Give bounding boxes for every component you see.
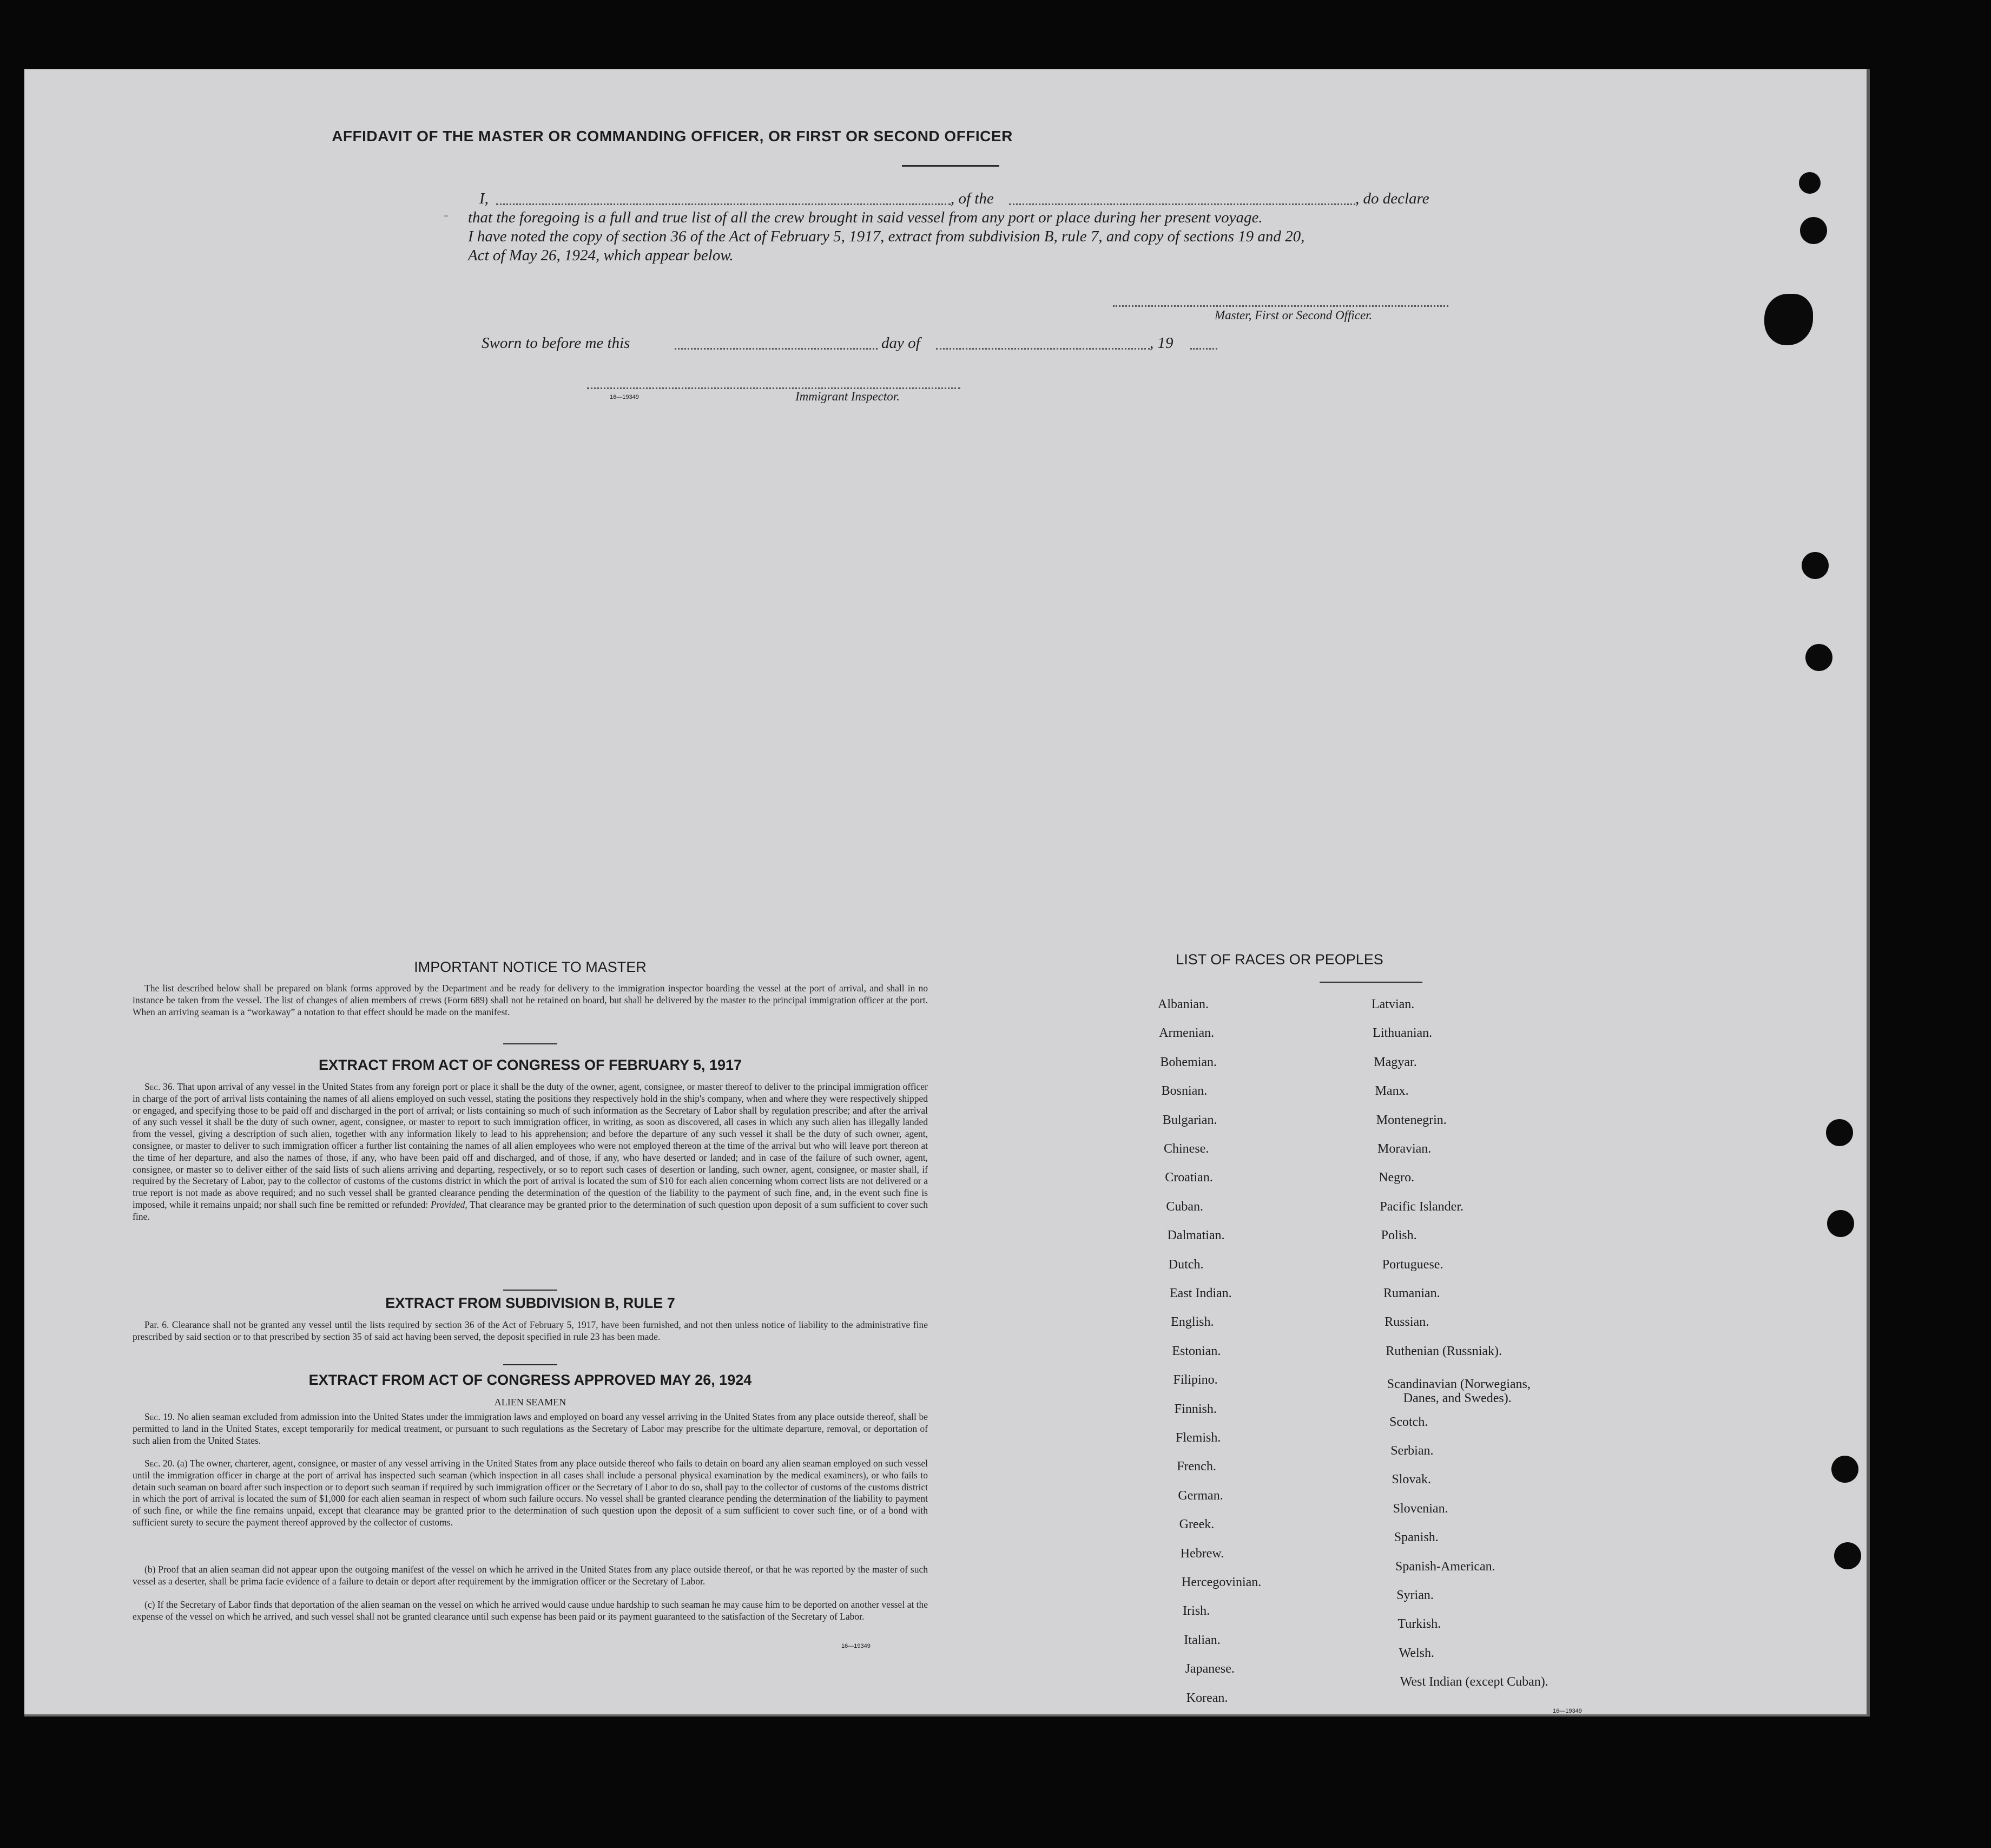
- race-entry: Flemish.: [1176, 1431, 1221, 1445]
- notice-body: The list described below shall be prepared on blank forms approved by the Department and be ready for delivery to the immigration inspector boarding the vessel at the port of arrival, and shall in no instance be taken from the vessel. The list of changes of alien members of crews (Form 689) shall not be retained on board, but shall be delivered by the master to the principal immigration officer at the port. When an arriving seaman is a “workaway” a notation to that effect should be made on the manifest.: [133, 983, 928, 1017]
- race-entry: Rumanian.: [1383, 1286, 1440, 1300]
- punch-hole: [1827, 1210, 1854, 1237]
- manifest-page: [24, 69, 1870, 1717]
- section-36-text: That upon arrival of any vessel in the United States from any foreign port or place it shall be the duty of the owner, agent, consignee, or master thereof to deliver to the principal immigration officer in charge of the port of arrival lists containing the names of all aliens employed on such vessel, stating the positions they respectively hold in the ship's company, when and where they were respectively shipped or engaged, and specifying those to be paid off and discharged in the port of arrival; or lists containing so much of such information as the Secretary of Labor shall by regulation prescribe; and after the arrival of any such vessel it shall be the duty of such owner, agent, consignee, or master to report to such immigration officer, in writing, as soon as discovered, all cases in which any such alien has illegally landed from the vessel, giving a description of such alien, together with any information likely to lead to his apprehension; and before the departure of any such vessel it shall be the duty of such owner, agent, consignee, or master to deliver to such immigration officer a further list containing the names of all alien employees who were not employed thereon at the time of the arrival but who will leave port thereon at the time of her departure, and also the names of those, if any, who have been paid off and discharged, and of those, if any, who have deserted or landed; and in case of the failure of such owner, agent, consignee, or master so to deliver either of the said lists of such aliens arriving and departing, respectively, or so to report such cases of desertion or landing, such owner, agent, consignee, or master shall, if required by the Secretary of Labor, pay to the collector of customs of the customs district in which the port of arrival is located the sum of $10 for each alien concerning whom correct lists are not delivered or a true report is not made as above required; and no such vessel shall be granted clearance pending the determination of the question of the liability to the payment of such fine, and, in the event such fine is imposed, while it remains unpaid; nor shall such fine be remitted or refunded:: [133, 1081, 928, 1210]
- race-entry: Dalmatian.: [1167, 1228, 1225, 1243]
- race-entry: Greek.: [1179, 1517, 1215, 1532]
- race-entry: Serbian.: [1390, 1444, 1434, 1458]
- master-signature-caption: Master, First or Second Officer.: [1215, 308, 1373, 322]
- section-20a: [133, 1458, 928, 1529]
- extract-rule7-body: Par. 6. Clearance shall not be granted any vessel until the lists required by section 36 of the Act of February 5, 1917, have been furnished, and not then unless notice of liability to the administrative fine prescribed by said section or to that prescribed by section 35 of said act having been served, the deposit specified in rule 23 has been made.: [133, 1319, 928, 1342]
- punch-hole: [1799, 172, 1821, 194]
- race-entry: Armenian.: [1159, 1026, 1215, 1041]
- races-title: LIST OF RACES OR PEOPLES: [1176, 951, 1383, 968]
- extract-1917-title: EXTRACT FROM ACT OF CONGRESS OF FEBRUARY 5, 1917: [318, 1057, 742, 1073]
- race-entry: Croatian.: [1165, 1170, 1213, 1185]
- extract-1924-title: EXTRACT FROM ACT OF CONGRESS APPROVED MAY 26, 1924: [308, 1372, 752, 1388]
- races-form-number: 16—19349: [1553, 1708, 1582, 1714]
- race-entry: Montenegrin.: [1376, 1113, 1447, 1127]
- notice-title: IMPORTANT NOTICE TO MASTER: [414, 959, 647, 975]
- race-entry: Irish.: [1183, 1604, 1210, 1619]
- section-divider: [503, 1290, 557, 1291]
- race-entry: Albanian.: [1158, 997, 1209, 1011]
- race-entry: German.: [1178, 1488, 1223, 1503]
- punch-hole: [1764, 294, 1813, 345]
- race-entry: Spanish.: [1394, 1530, 1439, 1545]
- punch-hole: [1805, 644, 1832, 671]
- sworn-year-line: [1190, 348, 1217, 350]
- race-entry: Estonian.: [1172, 1344, 1221, 1358]
- sworn-month-line: [936, 348, 1150, 350]
- race-entry: Bosnian.: [1161, 1084, 1208, 1099]
- race-entry: Chinese.: [1164, 1142, 1209, 1156]
- race-entry: Korean.: [1186, 1691, 1228, 1705]
- race-entry: Russian.: [1385, 1315, 1429, 1330]
- race-entry: Ruthenian (Russniak).: [1386, 1344, 1502, 1358]
- race-entry: Pacific Islander.: [1380, 1199, 1463, 1214]
- section-19-text: No alien seaman excluded from admission into the United States under the immigration laws and employed on board any vessel arriving in the United States from any place outside thereof, shall be permitted to land in the United States, except temporarily for medical treatment, or pursuant to such regulations as the Secretary of Labor may prescribe for the ultimate departure, removal, or deportation of such alien from the United States.: [133, 1411, 928, 1446]
- inspector-signature-line: [587, 387, 960, 389]
- race-entry: Cuban.: [1166, 1199, 1204, 1214]
- race-entry: Scandinavian (Norwegians,: [1387, 1377, 1531, 1392]
- extract-1917-body: [133, 1081, 928, 1223]
- race-entry: Magyar.: [1374, 1055, 1417, 1069]
- alien-seamen-subtitle: ALIEN SEAMEN: [494, 1397, 566, 1408]
- race-entry: Portuguese.: [1382, 1257, 1443, 1272]
- race-entry: East Indian.: [1170, 1286, 1232, 1300]
- punch-hole: [1802, 552, 1829, 579]
- section-19-label: Sec. 19.: [144, 1411, 175, 1422]
- declarant-name-line: [496, 203, 951, 205]
- affidavit-form-number: 16—19349: [610, 394, 639, 400]
- affidavit-title: AFFIDAVIT OF THE MASTER OR COMMANDING OFFICER, OR FIRST OR SECOND OFFICER: [332, 128, 1013, 144]
- race-entry: Hercegovinian.: [1182, 1575, 1262, 1589]
- race-entry: Slovak.: [1392, 1472, 1432, 1487]
- section-36-label: Sec. 36.: [144, 1081, 175, 1092]
- affidavit-line-3: I have noted the copy of section 36 of the Act of February 5, 1917, extract from subdivision B, rule 7, and copy of sections 19 and 20,: [468, 228, 1305, 245]
- punch-hole: [1826, 1119, 1853, 1146]
- affidavit-line-2: that the foregoing is a full and true list of all the crew brought in said vessel from any port or place during her present voyage.: [468, 209, 1263, 226]
- sworn-day-line: [675, 348, 878, 350]
- race-entry: Finnish.: [1174, 1402, 1217, 1416]
- race-entry: Negro.: [1379, 1170, 1415, 1185]
- section-19: [133, 1411, 928, 1446]
- declare-label: , do declare: [1355, 190, 1429, 207]
- vessel-label: , of the: [951, 190, 994, 207]
- race-entry: Polish.: [1381, 1228, 1417, 1243]
- race-entry: Dutch.: [1168, 1257, 1204, 1272]
- affidavit-line-4: Act of May 26, 1924, which appear below.: [468, 247, 734, 264]
- sworn-label: Sworn to before me this: [482, 334, 630, 352]
- race-entry: Turkish.: [1397, 1617, 1441, 1632]
- section-divider: [503, 1364, 557, 1365]
- title-rule: [902, 165, 999, 167]
- punch-hole: [1800, 217, 1827, 244]
- sworn-day-of-label: day of: [881, 334, 920, 352]
- race-entry: Moravian.: [1377, 1142, 1432, 1156]
- race-entry: Bulgarian.: [1162, 1113, 1217, 1127]
- master-signature-line: [1113, 305, 1448, 307]
- race-entry: Slovenian.: [1393, 1501, 1448, 1516]
- race-entry: Lithuanian.: [1373, 1026, 1433, 1041]
- section-20c: (c) If the Secretary of Labor finds that deportation of the alien seaman on the vessel on which he arrived would cause undue hardship to such seaman he may cause him to be deported on another vessel at the expense of the vessel on which he arrived, and such vessel shall not be granted clearance until such expense has been paid or its payment guaranteed to the satisfaction of the Secretary of Labor.: [133, 1599, 928, 1622]
- race-entry: English.: [1171, 1315, 1214, 1330]
- race-entry: Filipino.: [1173, 1373, 1218, 1387]
- race-entry: Spanish-American.: [1395, 1559, 1495, 1574]
- race-entry: Bohemian.: [1160, 1055, 1217, 1069]
- race-entry: Scotch.: [1389, 1415, 1428, 1429]
- race-entry: Italian.: [1184, 1633, 1221, 1647]
- race-entry: Manx.: [1375, 1084, 1409, 1099]
- vessel-name-line: [1009, 203, 1355, 205]
- declarant-label: I,: [479, 190, 489, 207]
- extract-rule7-title: EXTRACT FROM SUBDIVISION B, RULE 7: [385, 1295, 675, 1311]
- section-divider: [503, 1043, 557, 1044]
- race-entry: West Indian (except Cuban).: [1400, 1675, 1548, 1689]
- race-entry: Welsh.: [1399, 1646, 1434, 1660]
- inspector-signature-caption: Immigrant Inspector.: [795, 390, 900, 403]
- race-entry: French.: [1177, 1459, 1216, 1474]
- punch-hole: [1831, 1456, 1858, 1483]
- proviso-text: That clearance may be granted prior to the determination of such question upon deposit of a sum sufficient to cover such fine.: [133, 1199, 928, 1222]
- extract-form-number: 16—19349: [841, 1643, 871, 1649]
- race-entry: Danes, and Swedes).: [1403, 1391, 1512, 1406]
- section-20b: (b) Proof that an alien seaman did not appear upon the outgoing manifest of the vessel on which he arrived in the United States from any place outside thereof, or that he was reported by the master of such vessel as a deserter, shall be prima facie evidence of a failure to detain or deport after requirement by the immigration officer or the Secretary of Labor.: [133, 1564, 928, 1587]
- races-title-rule: [1320, 982, 1422, 983]
- punch-hole: [1834, 1542, 1861, 1569]
- proviso-label: Provided,: [430, 1199, 467, 1210]
- race-entry: Japanese.: [1185, 1662, 1235, 1676]
- race-entry: Syrian.: [1396, 1588, 1434, 1602]
- margin-mark: –: [444, 211, 448, 220]
- section-20a-text: (a) The owner, charterer, agent, consignee, or master of any vessel arriving in the United States from any place outside thereof who fails to detain on board any alien seaman employed on such vessel until the immigration officer in charge at the port of arrival has inspected such seaman (which inspection in all cases shall include a personal physical examination by the medical examiners), or who fails to detain such seaman on board after such inspection or to deport such seaman if required by such immigration officer or the Secretary of Labor to do so, shall pay to the collector of customs of the customs district in which the port of arrival is located the sum of $1,000 for each alien seaman in respect of whom such failure occurs. No vessel shall be granted clearance pending the determination of the liability to payment of such fine, or while the fine remains unpaid, except that clearance may be granted prior to the determination of such question upon the deposit of a sum sufficient to cover such fine, or of a bond with sufficient surety to secure the payment thereof approved by the collector of customs.: [133, 1458, 928, 1528]
- sworn-year-label: , 19: [1150, 334, 1173, 352]
- section-20-label: Sec. 20.: [144, 1458, 175, 1469]
- race-entry: Latvian.: [1372, 997, 1415, 1011]
- race-entry: Hebrew.: [1180, 1546, 1224, 1561]
